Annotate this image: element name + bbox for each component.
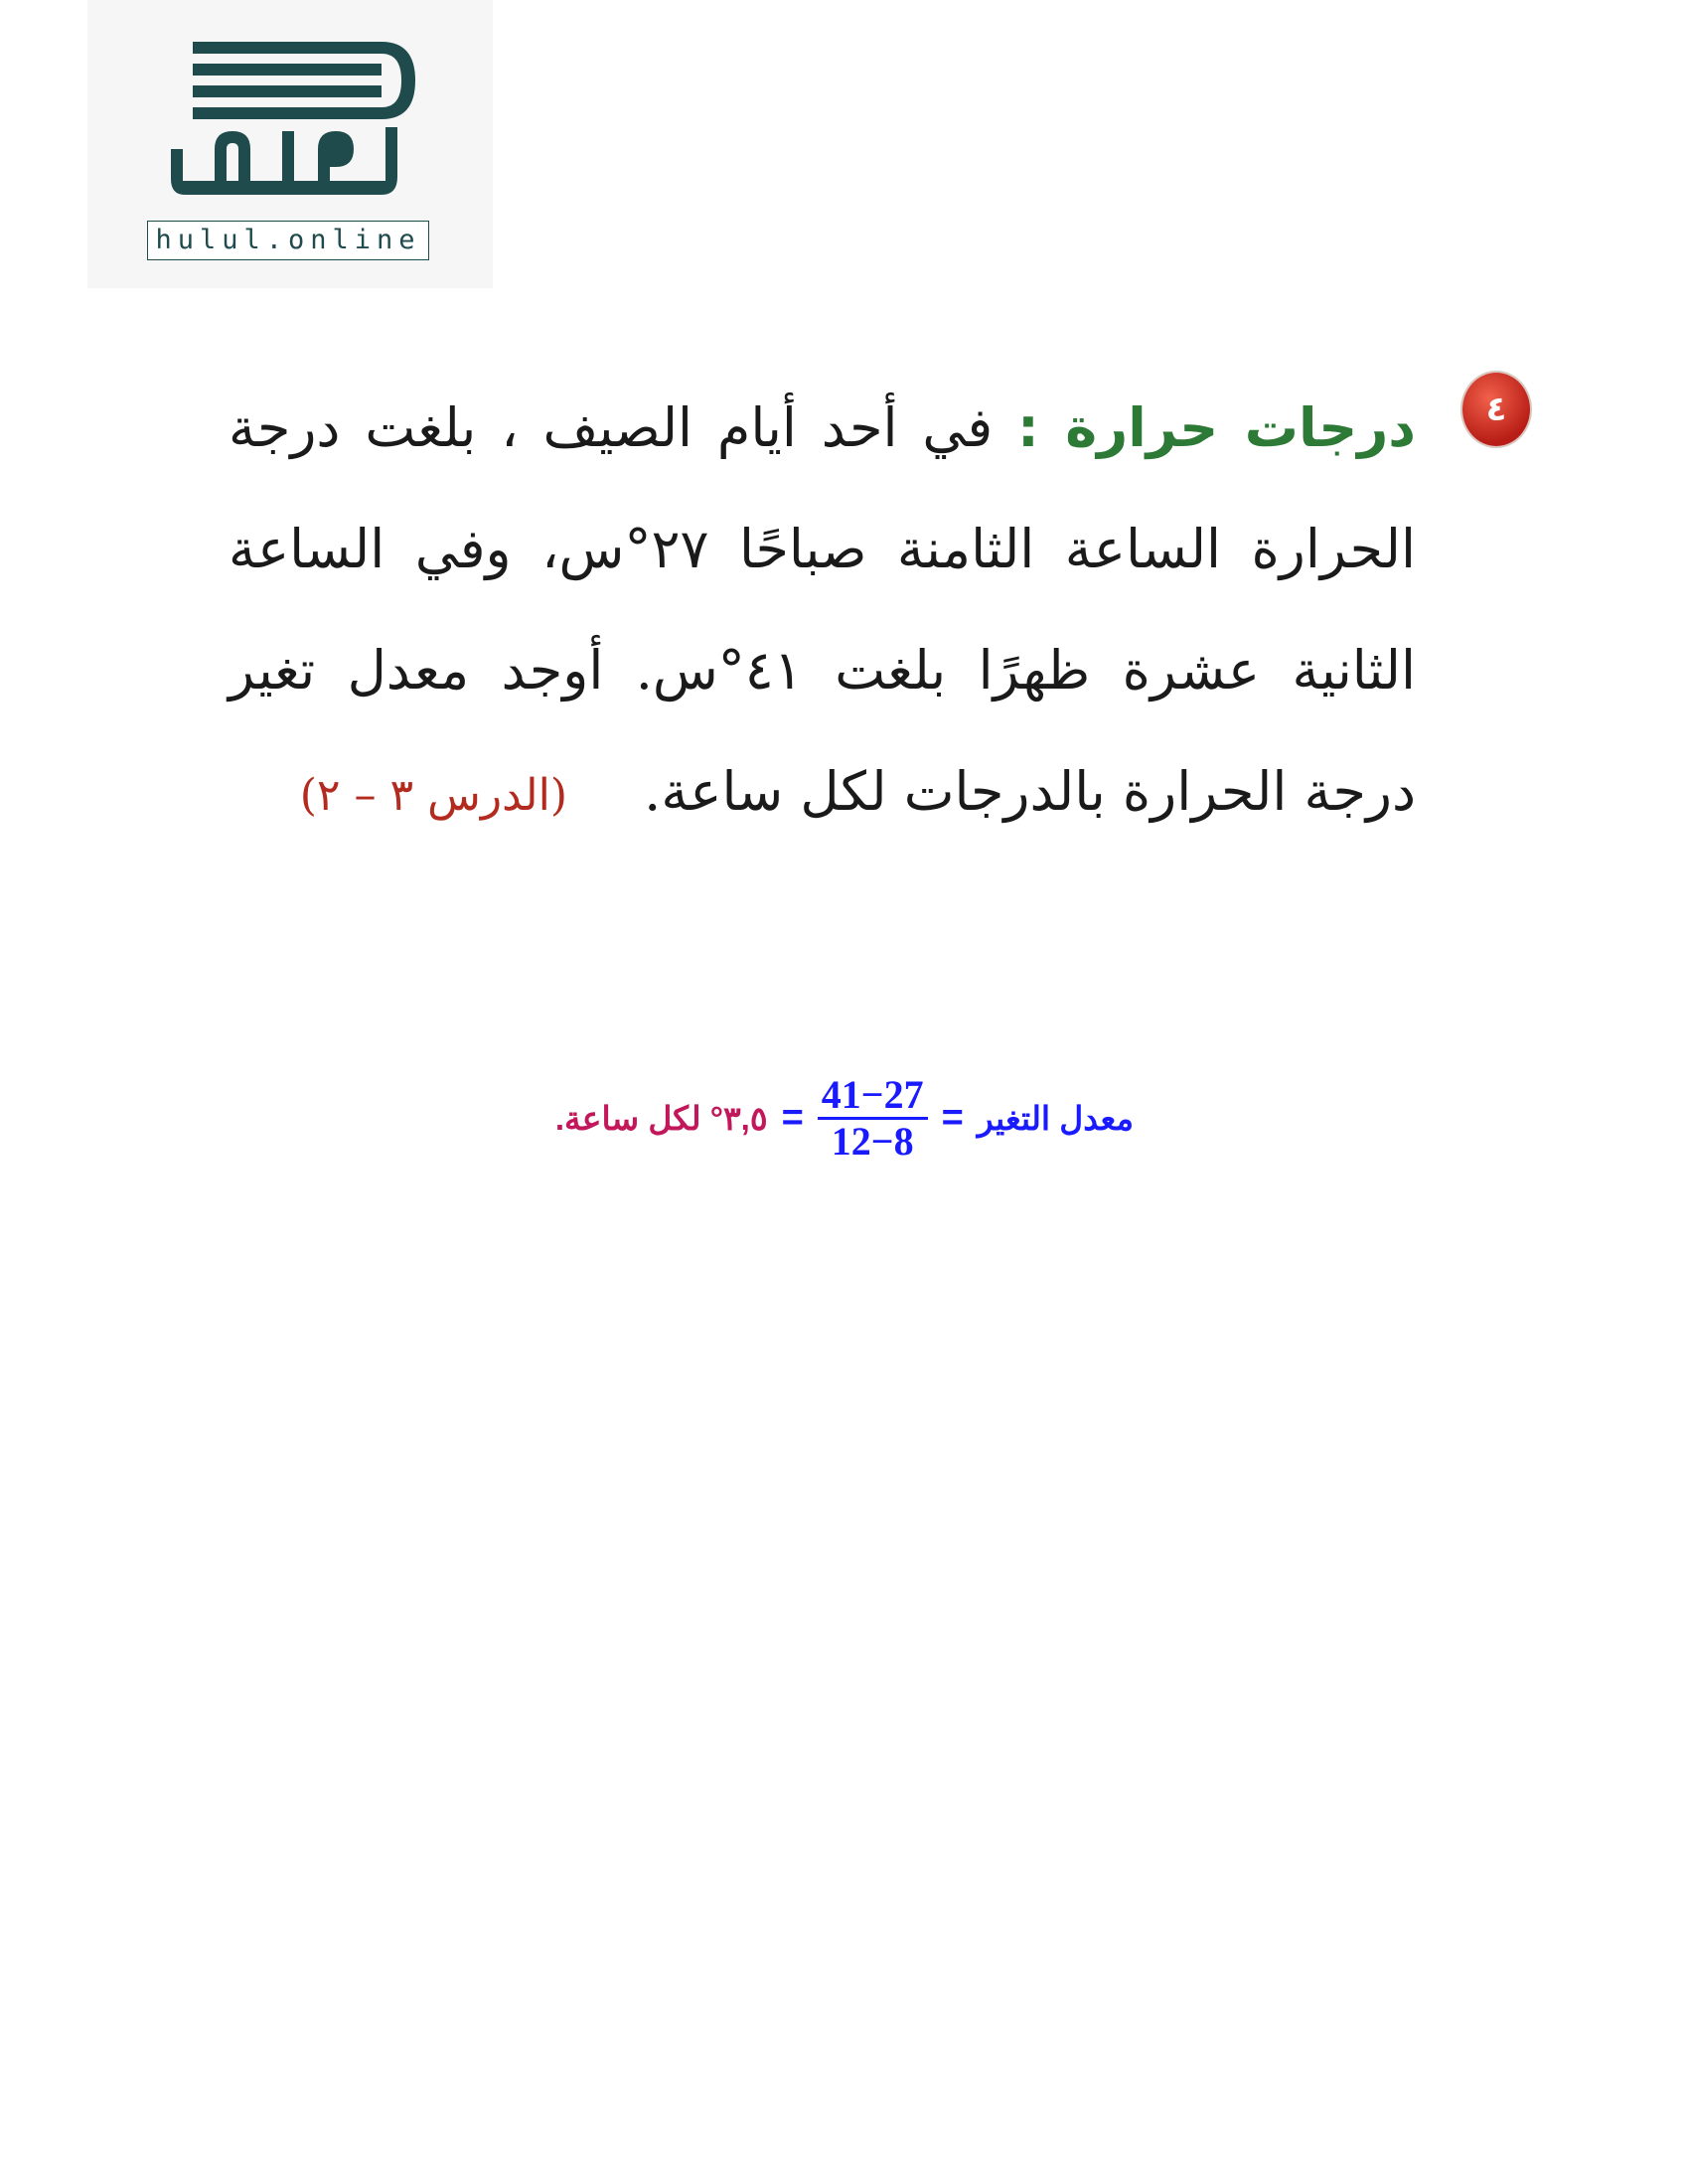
problem-block	[229, 368, 1530, 964]
lesson-reference: (الدرس ٣ – ٢)	[299, 770, 567, 821]
equals-sign: =	[941, 1096, 964, 1139]
problem-number-badge: ٤	[1462, 373, 1530, 446]
problem-text	[229, 368, 1416, 857]
site-url: hulul.online	[147, 221, 429, 260]
logo	[87, 0, 493, 288]
fraction	[818, 1073, 928, 1164]
fraction-numerator: 41−27	[818, 1073, 928, 1120]
answer-label: معدل التغير	[977, 1099, 1135, 1137]
answer-result: ٣,٥° لكل ساعة.	[554, 1099, 768, 1137]
fraction-denominator: 12−8	[831, 1118, 914, 1164]
equals-sign: =	[781, 1096, 804, 1139]
answer-line	[497, 1073, 1192, 1163]
problem-body: في أحد أيام الصيف ، بلغت درجة الحرارة الساعة الثامنة صباحًا ٢٧°س، وفي الساعة الثانية عشرة ظهرًا بلغت ٤١°س. أوجد معدل تغير درجة الحرارة بالدرجات لكل ساعة.	[229, 396, 1416, 823]
problem-title: درجات حرارة :	[1017, 396, 1417, 459]
